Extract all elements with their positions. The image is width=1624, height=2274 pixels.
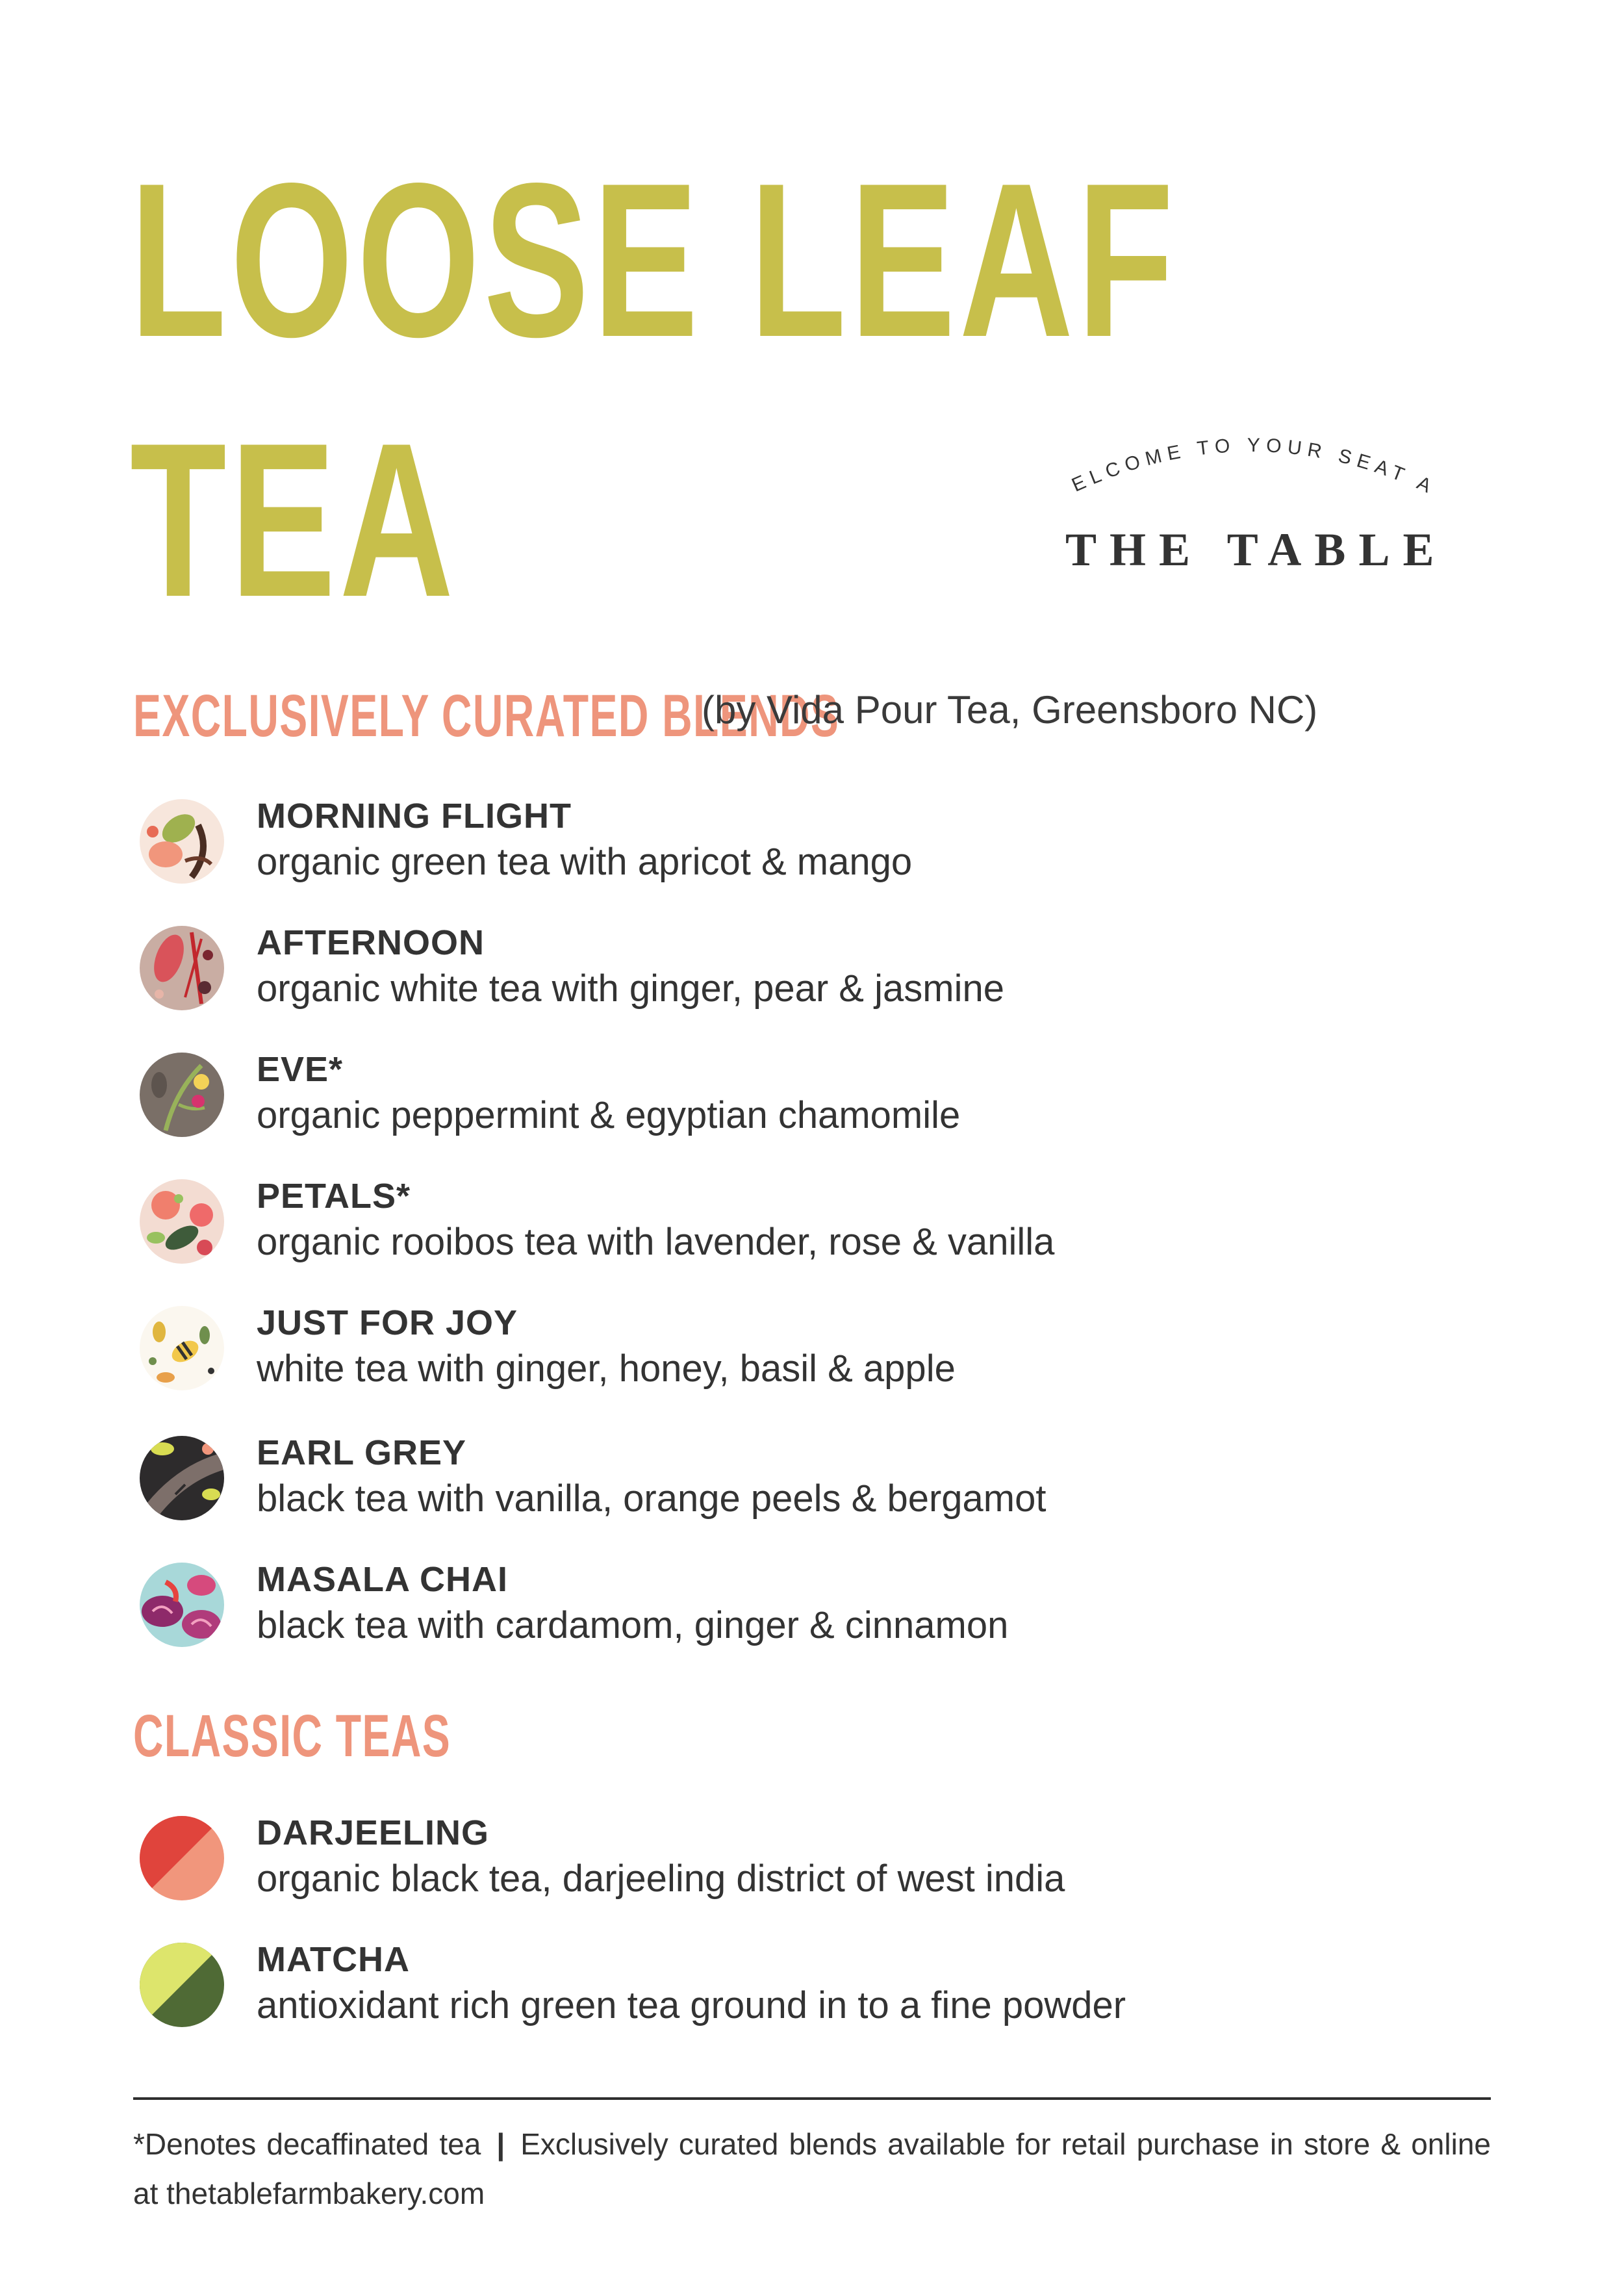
tea-name: AFTERNOON [257, 923, 485, 962]
curated-section-header [133, 682, 1318, 750]
tea-item-matcha [140, 1939, 1504, 2037]
split-circle-swatch-icon [140, 1816, 224, 1900]
classic-heading: CLASSIC TEAS [133, 1703, 451, 1769]
footnote [133, 2119, 1491, 2218]
tea-item-eve [140, 1049, 1504, 1147]
page-title [130, 130, 1177, 650]
floral-pattern-icon [140, 1436, 224, 1520]
tea-description: organic green tea with apricot & mango [257, 841, 913, 883]
footer-divider [133, 2097, 1491, 2100]
curated-heading: EXCLUSIVELY CURATED BLENDS [133, 683, 840, 749]
curated-subheading: (by Vida Pour Tea, Greensboro NC) [702, 688, 1318, 732]
tea-description: black tea with cardamom, ginger & cinnamon [257, 1604, 1009, 1646]
title-line-1: LOOSE LEAF [130, 137, 1178, 383]
tea-description: white tea with ginger, honey, basil & apple [257, 1348, 956, 1390]
tea-name: MASALA CHAI [257, 1560, 508, 1599]
title-line-2: TEA [130, 397, 457, 643]
brand-name: THE TABLE [1065, 524, 1447, 576]
tea-description: organic rooibos tea with lavender, rose & vanilla [257, 1221, 1055, 1263]
tea-name: MATCHA [257, 1940, 410, 1979]
tea-name: MORNING FLIGHT [257, 797, 572, 836]
brand-tagline-arc [1053, 399, 1439, 507]
tea-name: PETALS* [257, 1177, 411, 1216]
tea-description: organic white tea with ginger, pear & jasmine [257, 967, 1004, 1010]
tea-name: EARL GREY [257, 1433, 467, 1472]
brand-tagline: WELCOME TO YOUR SEAT AT [1053, 399, 1439, 499]
split-circle-swatch-icon [140, 1943, 224, 2027]
floral-pattern-icon [140, 1179, 224, 1264]
decaf-note: *Denotes decaffinated tea [133, 2127, 481, 2161]
floral-pattern-icon [140, 1053, 224, 1137]
tea-item-just-for-joy [140, 1303, 1504, 1400]
bee-pattern-icon [140, 1306, 224, 1390]
tea-name: JUST FOR JOY [257, 1303, 518, 1342]
tea-item-morning-flight [140, 796, 1504, 893]
tea-description: organic peppermint & egyptian chamomile [257, 1094, 961, 1136]
floral-pattern-icon [140, 926, 224, 1010]
floral-pattern-icon [140, 799, 224, 884]
tea-item-darjeeling [140, 1813, 1504, 1910]
tea-item-petals [140, 1176, 1504, 1273]
retail-note: Exclusively curated blends available for retail purchase in store & online at thetablefarmbakery.com [133, 2127, 1491, 2210]
tea-name: DARJEELING [257, 1813, 490, 1852]
tea-name: EVE* [257, 1050, 344, 1089]
brand-logo [1053, 399, 1447, 585]
tea-item-afternoon [140, 923, 1504, 1020]
tea-description: antioxidant rich green tea ground in to a fine powder [257, 1984, 1126, 2026]
floral-pattern-icon [140, 1563, 224, 1647]
footnote-separator: | [496, 2127, 505, 2161]
tea-description: black tea with vanilla, orange peels & bergamot [257, 1477, 1047, 1520]
tea-description: organic black tea, darjeeling district of west india [257, 1858, 1065, 1900]
tea-item-earl-grey [140, 1433, 1504, 1530]
tea-item-masala-chai [140, 1559, 1504, 1657]
classic-section-header [133, 1702, 587, 1770]
